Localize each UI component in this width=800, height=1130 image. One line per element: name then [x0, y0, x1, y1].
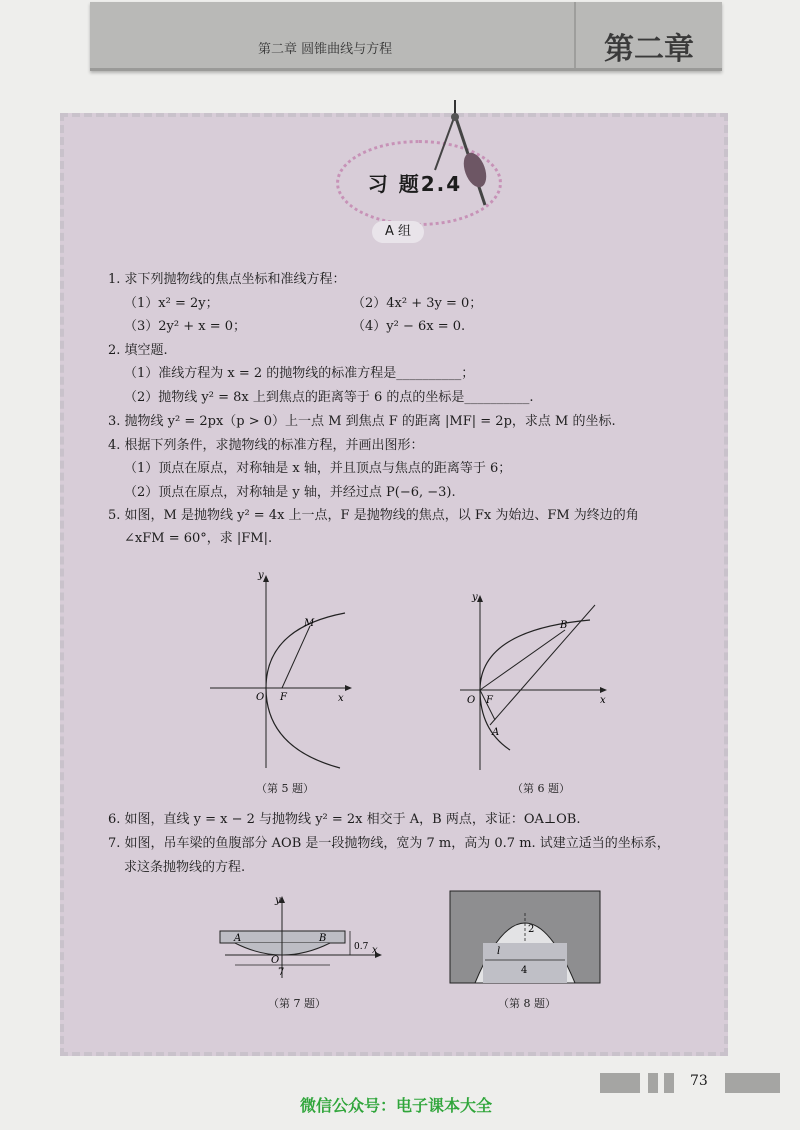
fig5-point-m-label: M	[304, 618, 315, 629]
problem-1-3: （3）2y² + x = 0；	[124, 319, 247, 334]
fig5-origin-label: O	[256, 692, 265, 703]
fig7-point-a-label: A	[234, 933, 242, 944]
fig6-x-label: x	[600, 695, 606, 706]
fig6-point-b-label: B	[560, 620, 568, 631]
exercise-panel	[60, 113, 728, 1056]
caption-fig6: （第 6 题）	[512, 782, 570, 795]
caption-fig8: （第 8 题）	[498, 997, 556, 1010]
footer-bar-right	[725, 1073, 780, 1093]
fig6-point-a-label: A	[492, 727, 500, 738]
caption-fig7: （第 7 题）	[268, 997, 326, 1010]
problem-6: 6. 如图，直线 y = x − 2 与抛物线 y² = 2x 相交于 A，B 两点，求证：OA⊥OB.	[108, 812, 581, 827]
problem-1-1: （1）x² = 2y；	[124, 296, 219, 311]
fig7-y-label: y	[275, 895, 281, 906]
group-badge: A 组	[372, 221, 424, 243]
problem-4-1: （1）顶点在原点，对称轴是 x 轴，并且顶点与焦点的距离等于 6；	[124, 461, 512, 476]
figure-8	[445, 888, 605, 988]
problem-5: 5. 如图，M 是抛物线 y² = 4x 上一点，F 是抛物线的焦点，以 Fx 为始边、FM 为终边的角	[108, 508, 639, 523]
section-title: 习 题2.4	[367, 172, 463, 196]
header-chapter: 第二章	[604, 32, 694, 67]
problem-4-2: （2）顶点在原点，对称轴是 y 轴，并经过点 P(−6, −3).	[124, 485, 456, 500]
figure-6	[455, 590, 615, 775]
fig7-origin-label: O	[271, 955, 280, 966]
footer-bar-mid-1	[648, 1073, 658, 1093]
problem-7: 7. 如图，吊车梁的鱼腹部分 AOB 是一段抛物线，宽为 7 m，高为 0.7 m. 试建立适当的坐标系，	[108, 836, 670, 851]
fig6-focus-label: F	[486, 695, 493, 706]
fig6-y-label: y	[472, 592, 478, 603]
footer-bar-left	[600, 1073, 640, 1093]
problem-2-1: （1）准线方程为 x = 2 的抛物线的标准方程是__________；	[124, 366, 475, 381]
compass-icon	[430, 95, 500, 215]
fig7-width-label: 7	[278, 967, 285, 978]
fig5-x-label: x	[338, 693, 344, 704]
page-number: 73	[690, 1073, 708, 1089]
watermark-text: 微信公众号：电子课本大全	[300, 1096, 493, 1115]
problem-5-cont: ∠xFM = 60°，求 |FM|.	[124, 531, 273, 546]
fig6-origin-label: O	[467, 695, 476, 706]
footer-bar-mid-2	[664, 1073, 674, 1093]
problem-3: 3. 抛物线 y² = 2px（p > 0）上一点 M 到焦点 F 的距离 |MF| = 2p，求点 M 的坐标.	[108, 414, 616, 429]
fig8-height-label: 2	[528, 924, 535, 935]
fig5-focus-label: F	[280, 692, 287, 703]
header-title: 第二章 圆锥曲线与方程	[258, 42, 393, 57]
chapter-header	[90, 2, 722, 71]
problem-1: 1. 求下列抛物线的焦点坐标和准线方程：	[108, 272, 346, 287]
fig7-x-label: x	[372, 945, 378, 956]
problem-2: 2. 填空题.	[108, 343, 168, 358]
problem-1-4: （4）y² − 6x = 0.	[352, 319, 466, 334]
figure-5	[200, 568, 360, 778]
header-divider	[574, 2, 576, 68]
fig7-point-b-label: B	[319, 933, 327, 944]
problem-2-2: （2）抛物线 y² = 8x 上到焦点的距离等于 6 的点的坐标是__________.	[124, 390, 534, 405]
figure-7	[215, 893, 385, 983]
fig8-width-label: 4	[521, 965, 528, 976]
problem-1-2: （2）4x² + 3y = 0；	[352, 296, 483, 311]
caption-fig5: （第 5 题）	[256, 782, 314, 795]
fig7-height-label: 0.7	[354, 942, 369, 952]
fig5-y-label: y	[258, 570, 264, 581]
problem-7-cont: 求这条抛物线的方程.	[124, 860, 246, 875]
problem-4: 4. 根据下列条件，求抛物线的标准方程，并画出图形：	[108, 438, 424, 453]
fig8-line-label: l	[497, 946, 501, 957]
